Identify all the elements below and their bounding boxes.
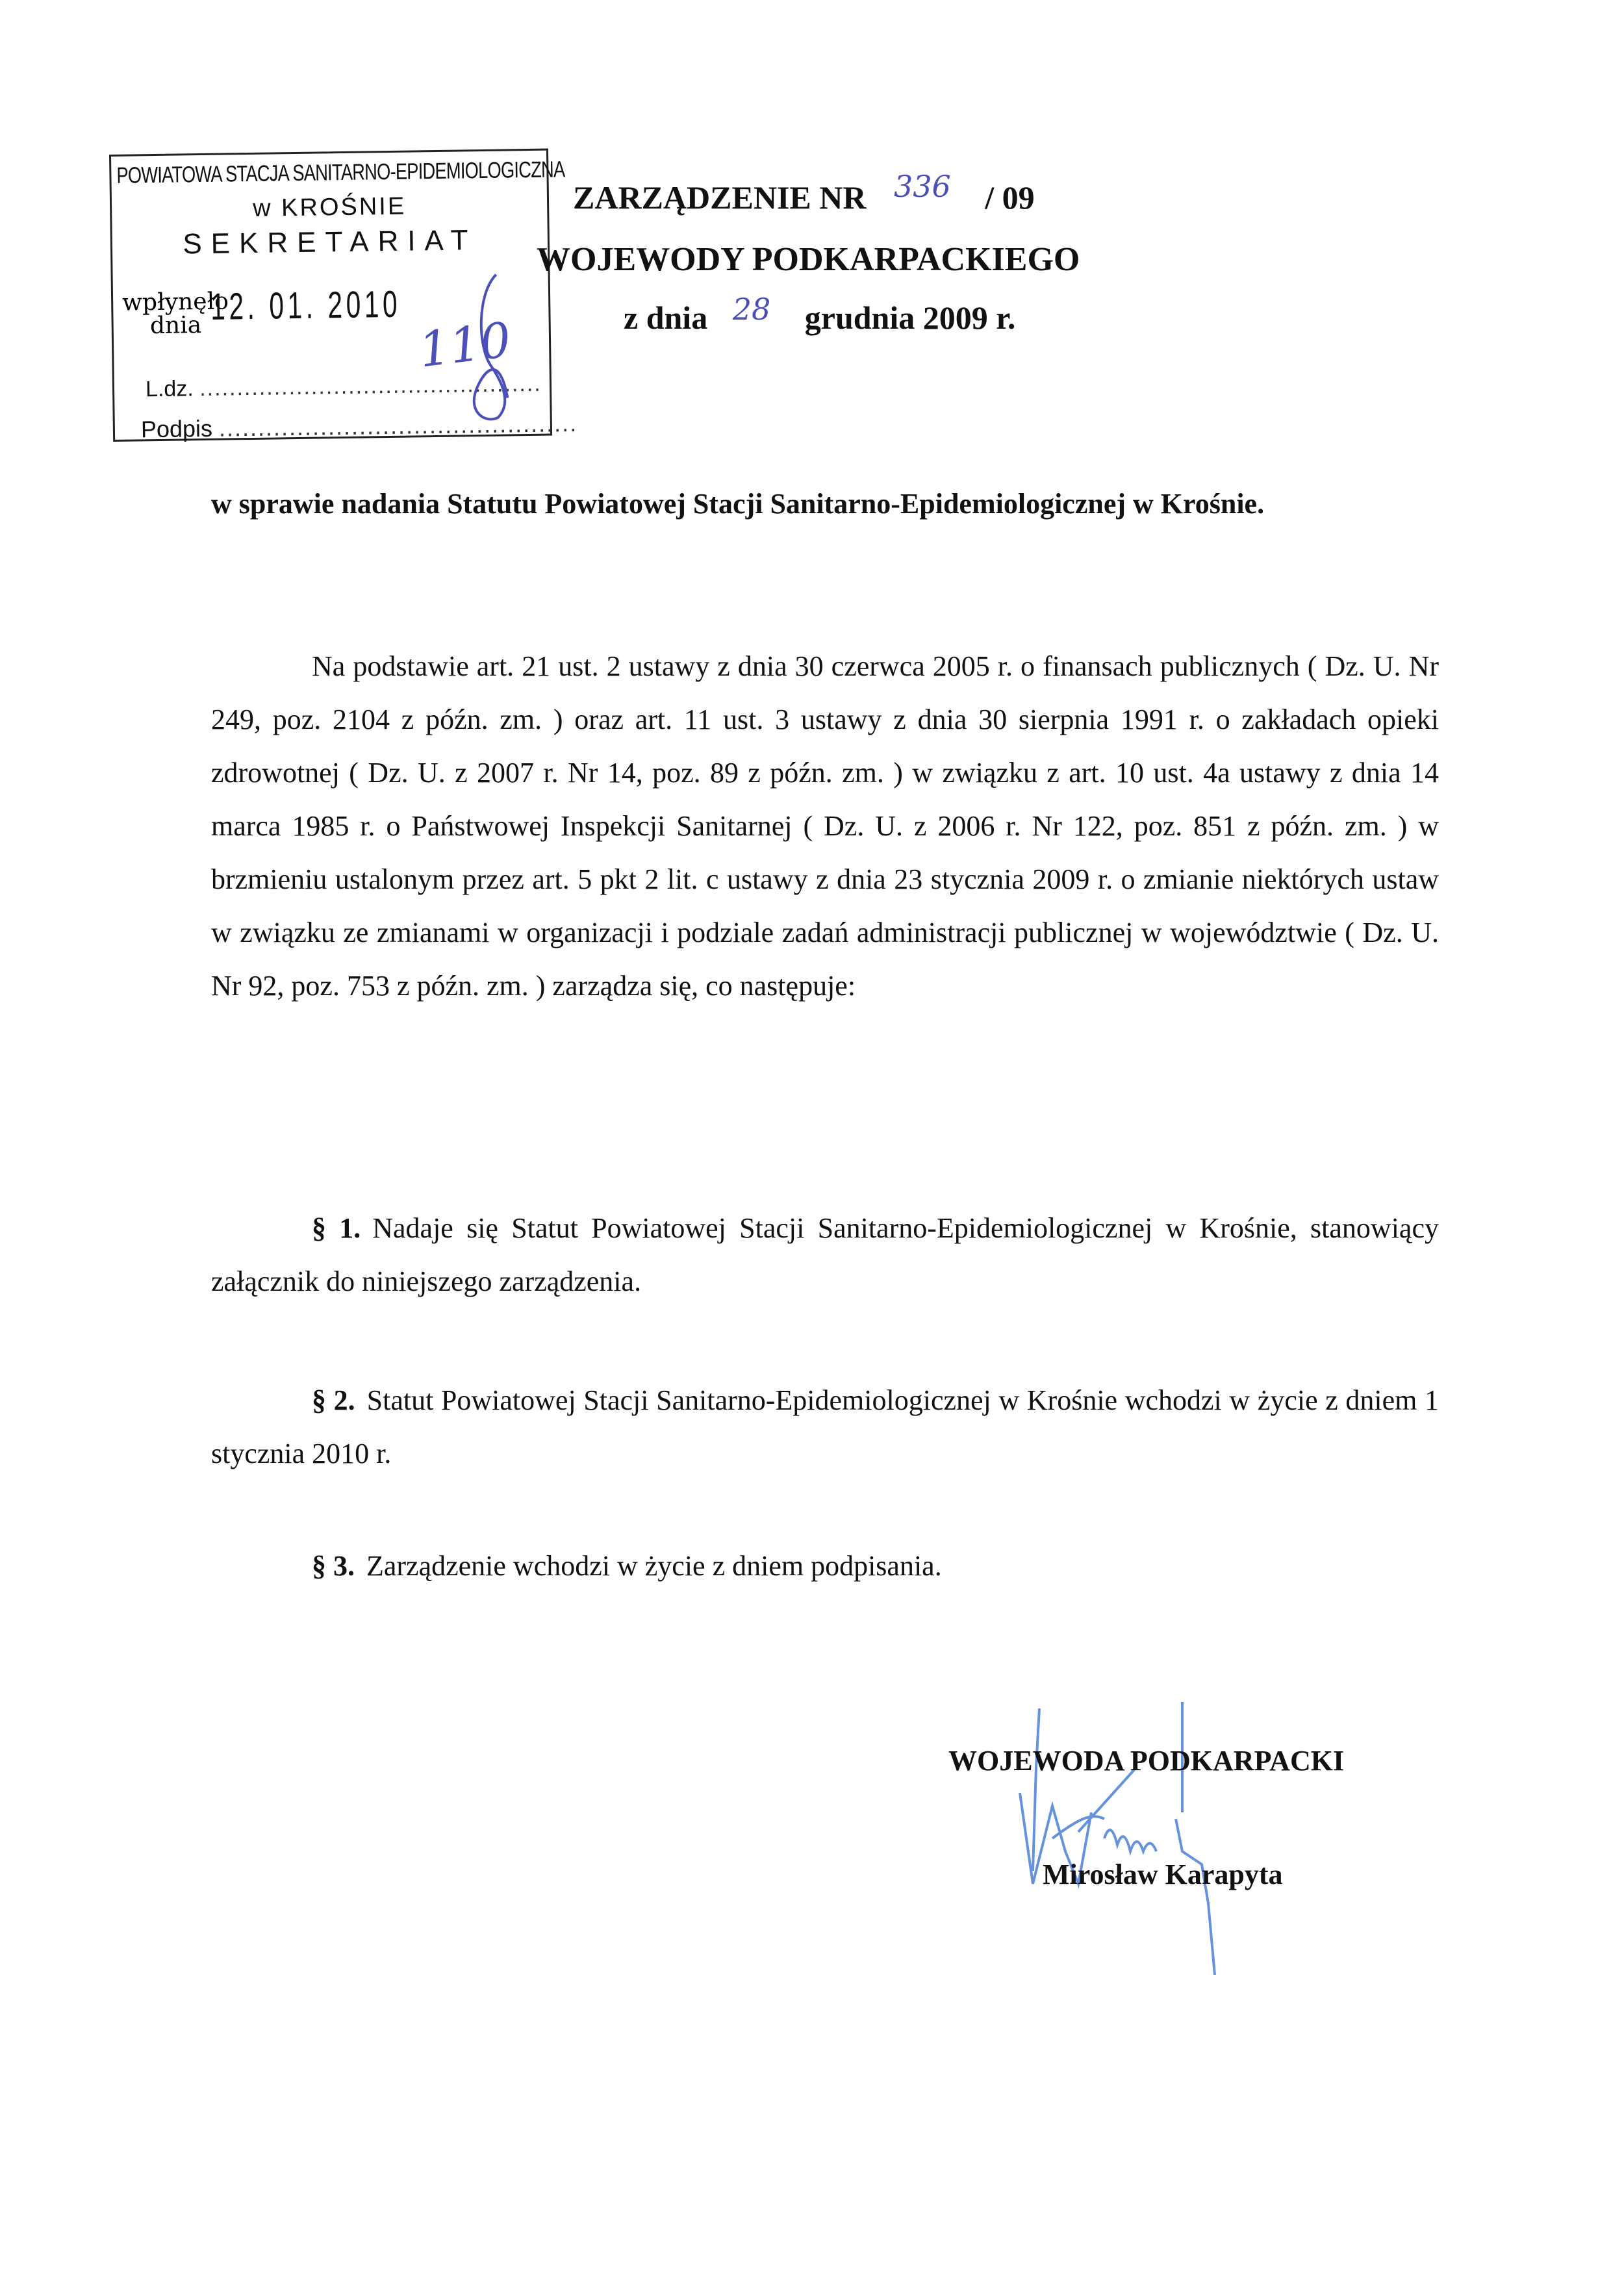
stamp-institution: POWIATOWA STACJA SANITARNO-EPIDEMIOLOGICZNA [116, 157, 565, 188]
order-date-prefix: z dnia [624, 299, 708, 336]
signatory-title: WOJEWODA PODKARPACKI [948, 1745, 1345, 1777]
paragraph-symbol: § 3. [312, 1550, 355, 1582]
paragraph-symbol: § 1. [312, 1212, 361, 1244]
paragraph-1 [211, 1202, 1439, 1308]
signatory-name: Mirosław Karapyta [1043, 1859, 1283, 1890]
stamp-signature-label: Podpis [140, 414, 213, 443]
paragraph-2 [211, 1374, 1439, 1480]
stamp-department: SEKRETARIAT [183, 224, 477, 260]
stamp-signature-dots: .............................................. [218, 409, 578, 442]
order-date-suffix: grudnia 2009 r. [804, 299, 1016, 336]
legal-basis-preamble: Na podstawie art. 21 ust. 2 ustawy z dnia 30 czerwca 2005 r. o finansach publicznych ( Dz. U. Nr 249, poz. 2104 z późn. zm. ) oraz art. 11 ust. 3 ustawy z dnia 30 sierpnia 1991 r. o zakładach opieki zdrowotnej ( Dz. U. z 2007 r. Nr 14, poz. 89 z późn. zm. ) w związku z art. 10 ust. 4a ustawy z dnia 14 marca 1985 r. o Państwowej Inspekcji Sanitarnej ( Dz. U. z 2006 r. Nr 122, poz. 851 z późn. zm. ) w brzmieniu ustalonym przez art. 5 pkt 2 lit. c ustawy z dnia 23 stycznia 2009 r. o zmianie niektórych ustaw w związku ze zmianami w organizacji i podziale zadań administracji publicznej w województwie ( Dz. U. Nr 92, poz. 753 z późn. zm. ) zarządza się, co następuje: [211, 650, 1439, 1002]
order-date [624, 292, 1016, 336]
stamp-received-date: 12. 01. 2010 [210, 283, 401, 328]
handwritten-initials-icon [451, 268, 524, 425]
handwritten-signature-icon [1013, 1689, 1299, 1988]
order-title-suffix: / 09 [985, 179, 1035, 216]
stamp-received-label-line2: dnia [149, 312, 202, 340]
paragraph-symbol: § 2. [312, 1384, 355, 1416]
stamp-registry-number: 110 [416, 312, 514, 379]
stamp-received-label-line1: wpłynęło [121, 288, 229, 316]
order-title [573, 169, 1035, 216]
paragraph-text: Zarządzenie wchodzi w życie z dniem podpisania. [366, 1550, 942, 1582]
stamp-city: w KROŚNIE [252, 192, 407, 222]
stamp-ldz-dots: .............................................. [199, 371, 542, 401]
registry-stamp [109, 149, 578, 443]
order-issuer: WOJEWODY PODKARPACKIEGO [537, 241, 1080, 278]
stamp-ldz-label: L.dz. [145, 376, 194, 402]
order-subject: w sprawie nadania Statutu Powiatowej Stacji Sanitarno-Epidemiologicznej w Krośnie. [211, 488, 1265, 520]
order-title-prefix: ZARZĄDZENIE NR [573, 179, 867, 216]
paragraph-text: Nadaje się Statut Powiatowej Stacji Sanitarno-Epidemiologicznej w Krośnie, stanowiący załącznik do niniejszego zarządzenia. [211, 1212, 1439, 1297]
order-number-handwritten: 336 [893, 169, 951, 204]
paragraph-3 [211, 1540, 1439, 1593]
order-day-handwritten: 28 [732, 292, 771, 327]
paragraph-text: Statut Powiatowej Stacji Sanitarno-Epidemiologicznej w Krośnie wchodzi w życie z dniem 1 stycznia 2010 r. [211, 1384, 1439, 1469]
